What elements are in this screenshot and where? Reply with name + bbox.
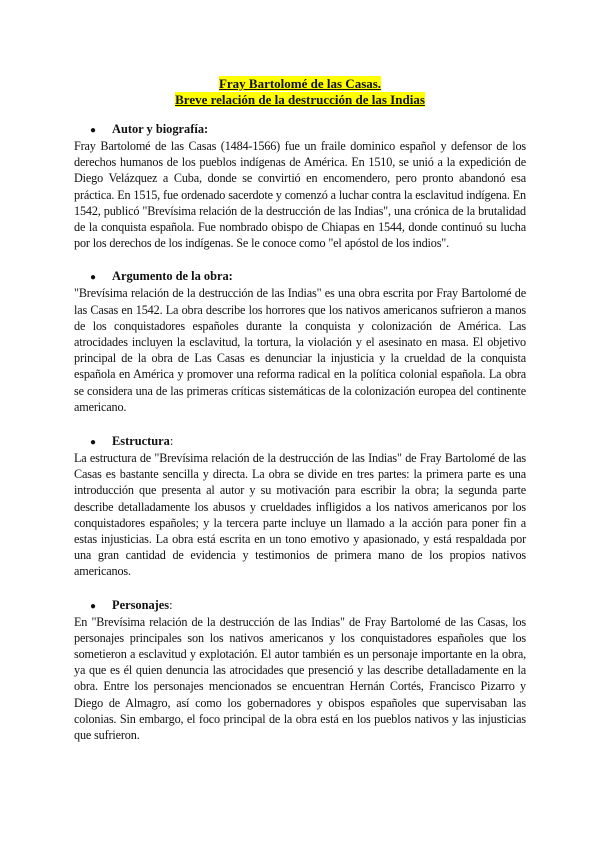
section-heading-label: Personajes xyxy=(112,597,170,612)
bullet-icon: ● xyxy=(90,437,97,449)
document-title-line-1 xyxy=(74,76,526,92)
document-title-line-2 xyxy=(74,92,526,108)
section-body: La estructura de "Brevísima relación de la destrucción de las Indias" de Fray Bartolomé de las Casas es bastante sencilla y directa. La obra se divide en tres partes: la primera parte es una introducción que presenta al autor y su motivación para escribir la obra; la segunda parte describe detalladamente los abusos y crueldades infligidos a los nativos americanos por los conquistadores españoles; y la tercera parte incluye un llamado a la acción para poner fin a estas injusticias. La obra está escrita en un tono emotivo y apasionado, y está respaldada por una gran cantidad de evidencia y testimonios de primera mano de los propios nativos americanos. xyxy=(74,451,526,579)
bullet-icon: ● xyxy=(90,125,97,136)
title-highlight-1: Fray Bartolomé de las Casas. xyxy=(218,76,382,91)
section-body: "Brevísima relación de la destrucción de las Indias" es una obra escrita por Fray Bartolomé de las Casas en 1542. La obra describe los horrores que los nativos americanos sufrieron a manos de los conquistadores españoles durante la conquista y colonización de América. Las atrocidades incluyen la esclavitud, la tortura, la violación y el asesinato en masa. El objetivo principal de la obra de Las Casas es denunciar la injusticia y la crueldad de la conquista española en América y promover una reforma radical en la política colonial española. La obra se considera una de las primeras críticas sistemáticas de la colonización europea del continente americano. xyxy=(74,286,526,414)
section-body: Fray Bartolomé de las Casas (1484-1566) fue un fraile dominico español y defensor de los derechos humanos de los pueblos indígenas de América. En 1510, se unió a la expedición de Diego Velázquez a Cuba, donde se convirtió en encomendero, pero pronto abandonó esa práctica. En 1515, fue ordenado sacerdote y comenzó a luchar contra la esclavitud indígena. En 1542, publicó "Brevísima relación de la destrucción de las Indias", una crónica de la brutalidad de la conquista española. Fue nombrado obispo de Chiapas en 1544, donde continuó su lucha por los derechos de los indígenas. Se le conoce como "el apóstol de los indios". xyxy=(74,139,526,251)
section-personajes xyxy=(74,598,526,744)
section-heading-label: Argumento de la obra: xyxy=(112,269,233,284)
section-heading-suffix: : xyxy=(169,597,173,612)
title-highlight-2: Breve relación de la destrucción de las Indias xyxy=(175,92,425,107)
section-heading-suffix: : xyxy=(169,434,174,449)
section-heading xyxy=(74,122,526,138)
section-heading xyxy=(74,269,526,285)
section-autor-biografia xyxy=(74,122,526,251)
document-page xyxy=(74,76,526,743)
section-body: En "Brevísima relación de la destrucción de las Indias" de Fray Bartolomé de las Casas, los personajes principales son los nativos americanos y los conquistadores españoles que los sometieron a esclavitud y explotación. El autor también es un personaje importante en la obra, ya que es él quien denuncia las atrocidades que presenció y las describe detalladamente en la obra. Entre los personajes mencionados se encuentran Hernán Cortés, Francisco Pizarro y Diego de Almagro, así como los gobernadores y obispos españoles que supervisaban las colonias. Sin embargo, el foco principal de la obra está en los pueblos nativos y las injusticias que sufrieron. xyxy=(74,614,526,743)
section-heading-label: Estructura xyxy=(112,434,170,449)
bullet-icon: ● xyxy=(90,272,97,284)
section-argumento xyxy=(74,269,526,415)
section-estructura xyxy=(74,434,526,580)
section-heading xyxy=(74,598,526,614)
bullet-icon: ● xyxy=(90,600,97,612)
section-heading xyxy=(74,434,526,450)
section-heading-label: Autor y biografía: xyxy=(112,122,209,136)
